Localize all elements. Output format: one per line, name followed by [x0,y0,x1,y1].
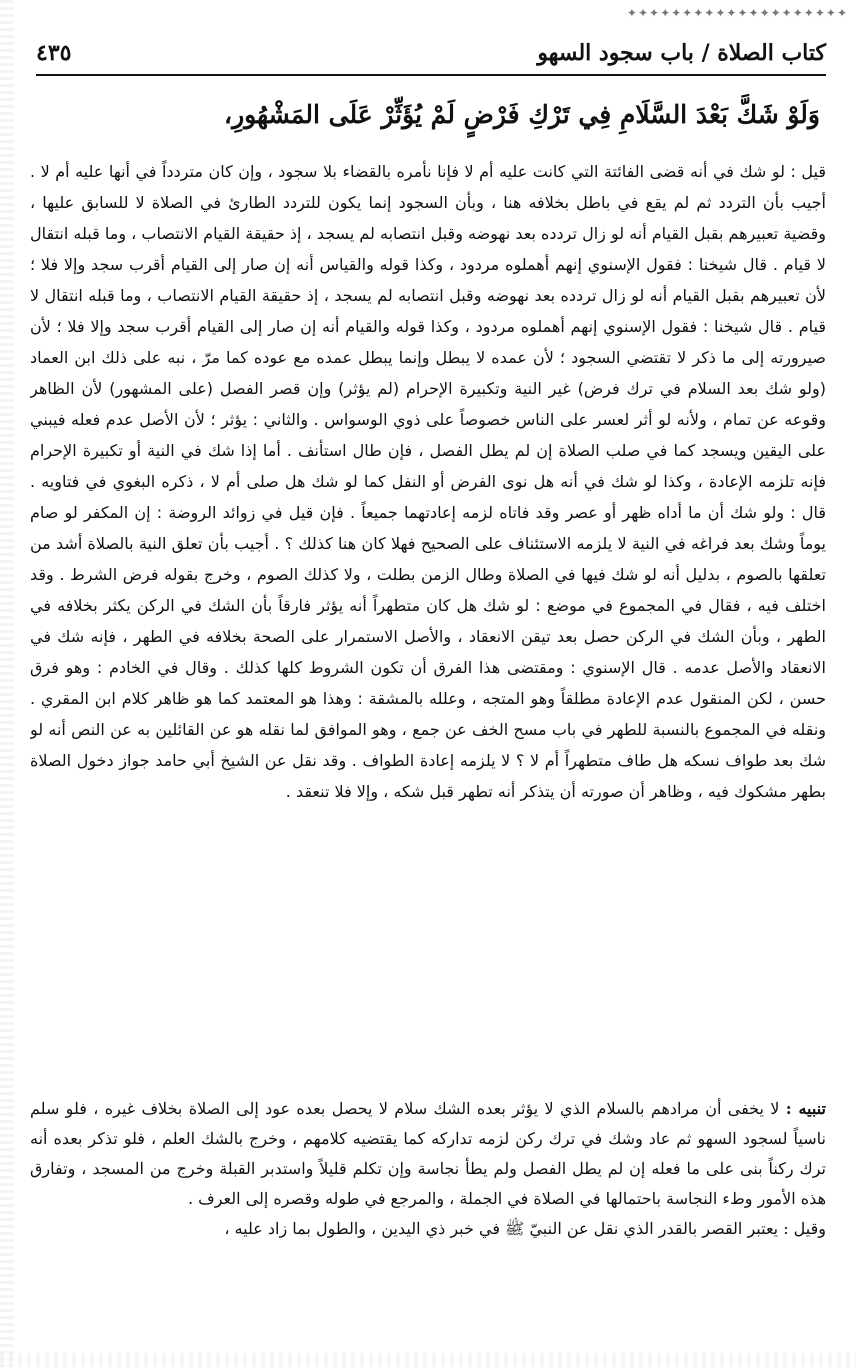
note-section [30,1094,826,1338]
note-paragraph [30,1094,826,1214]
page-bottom-edge [0,1353,856,1367]
note-paragraph-continued: وقيل : يعتبر القصر بالقدر الذي نقل عن النبيّ ﷺ في خبر ذي اليدين ، والطول بما زاد عليه ، [224,1219,826,1238]
note-text: لا يخفى أن مرادهم بالسلام الذي لا يؤثر بعده الشك سلام لا يحصل بعده عود إلى الصلاة بخلاف غيره ، فلو سلم ناسياً لسجود السهو ثم عاد وشك في ترك ركن لزمه تداركه كما يقتضيه كلامهم ، وخرج بالشك العلم ، فلو تذكر بعده أنه ترك ركناً بنى على ما فعله إن لم يطل الفصل ولم يطأ نجاسة وإن تكلم قليلاً واستدبر القبلة وخرج من المسجد ، وتفارق هذه الأمور وطء النجاسة باحتمالها في الصلاة في الجملة ، والمرجع في طوله وقصره إلى العرف . [30,1099,826,1208]
page-header [36,40,826,76]
running-title: كتاب الصلاة / باب سجود السهو [537,40,826,66]
matn-text: وَلَوْ شَكَّ بَعْدَ السَّلَامِ فِي تَرْكِ فَرْضٍ لَمْ يُؤَثِّرْ عَلَى المَشْهُورِ، [224,100,820,129]
decorative-border-ornament: ✦✦✦✦✦✦✦✦✦✦✦✦✦✦✦✦✦✦✦✦ [626,6,848,20]
commentary-paragraph: قيل : لو شك في أنه قضى الفائتة التي كانت عليه أم لا فإنا نأمره بالقضاء بلا سجود ، وإن كان متردداً في أنها عليه أم لا . أجيب بأن التردد ثم لم يقع في باطل بخلافه هنا ، وبأن السجود إنما يكون للتردد الطارئ في الصلاة لا للسابق عليها ، وقضية تعبيرهم بقبل القيام أنه لو زال تردده بعد نهوضه وقبل انتصابه لم يسجد ، إذ حقيقة القيام الانتصاب ، وما قبله انتقال لا قيام . قال شيخنا : فقول الإسنوي إنهم أهملوه مردود ، وكذا قوله والقياس أنه إن صار إلى القيام أقرب سجد وإلا فلا ؛ لأن تعبيرهم بقبل القيام أنه لو زال تردده بعد نهوضه وقبل انتصابه لم يسجد ، إذ حقيقة القيام الانتصاب ، وما قبله انتقال لا قيام . قال شيخنا : فقول الإسنوي إنهم أهملوه مردود ، وكذا قوله والقيام أنه إن صار إلى القيام أقرب سجد وإلا فلا ؛ لأن صيرورته إلى ما ذكر لا تقتضي السجود ؛ لأن عمده لا يبطل وإنما يبطل عمده مع عوده كما مرّ ، نبه على ذلك ابن العماد (ولو شك بعد السلام في ترك فرض) غير النية وتكبيرة الإحرام (لم يؤثر) وإن قصر الفصل (على المشهور) لأن الظاهر وقوعه عن تمام ، ولأنه لو أثر لعسر على الناس خصوصاً على ذوي الوسواس . والثاني : يؤثر ؛ لأن الأصل عدم فعله فيبني على اليقين ويسجد كما في صلب الصلاة إن لم يطل الفصل ، فإن طال استأنف . أما إذا شك في النية أو تكبيرة الإحرام فإنه تلزمه الإعادة ، وكذا لو شك في أنه هل نوى الفرض أو النفل كما لو شك هل صلى أم لا ، ذكره البغوي في فتاويه . قال : ولو شك أن ما أداه ظهر أو عصر وقد فاتاه لزمه إعادتهما جميعاً . فإن قيل في زوائد الروضة : إن المكفر لو صام يوماً وشك بعد فراغه في النية لا يلزمه الاستئناف على الصحيح فهلا كان هنا كذلك ؟ . أجيب بأن تعلق النية بالصلاة أشد من تعلقها بالصوم ، بدليل أنه لو شك فيها في الصلاة وطال الزمن بطلت ، ولا كذلك الصوم ، وخرج بقوله فرض الشرط . وقد اختلف فيه ، فقال في المجموع في موضع : لو شك هل كان متطهراً أنه يؤثر فارقاً بأن الشك في الركن يكثر بخلافه في الطهر ، وبأن الشك في الركن حصل بعد تيقن الانعقاد ، والأصل الاستمرار على الصحة بخلافه في الطهر ، فإنه شك في الانعقاد والأصل عدمه . قال الإسنوي : ومقتضى هذا الفرق أن تكون الشروط كلها كذلك . وقال في الخادم : وهو فرق حسن ، لكن المنقول عدم الإعادة مطلقاً وهو المتجه ، وعلله بالمشقة : وهذا هو المعتمد كما هو ظاهر كلام ابن المقري . ونقله في المجموع بالنسبة للطهر في باب مسح الخف عن جمع ، وهو الموافق لما نقله هو عن القائلين به عن النص أنه لو شك بعد طواف نسكه هل طاف متطهراً أم لا ؟ لا يلزمه إعادة الطواف . وقد نقل عن الشيخ أبي حامد جواز دخول الصلاة بطهر مشكوك فيه ، وظاهر أن صورته أن يتذكر أنه تطهر قبل شكه ، وإلا فلا تنعقد . [30,162,826,801]
commentary-body [30,156,826,1086]
note-label: تنبيه : [785,1099,826,1118]
page-number: ٤٣٥ [36,40,72,66]
page-edge-shadow [0,0,14,1367]
